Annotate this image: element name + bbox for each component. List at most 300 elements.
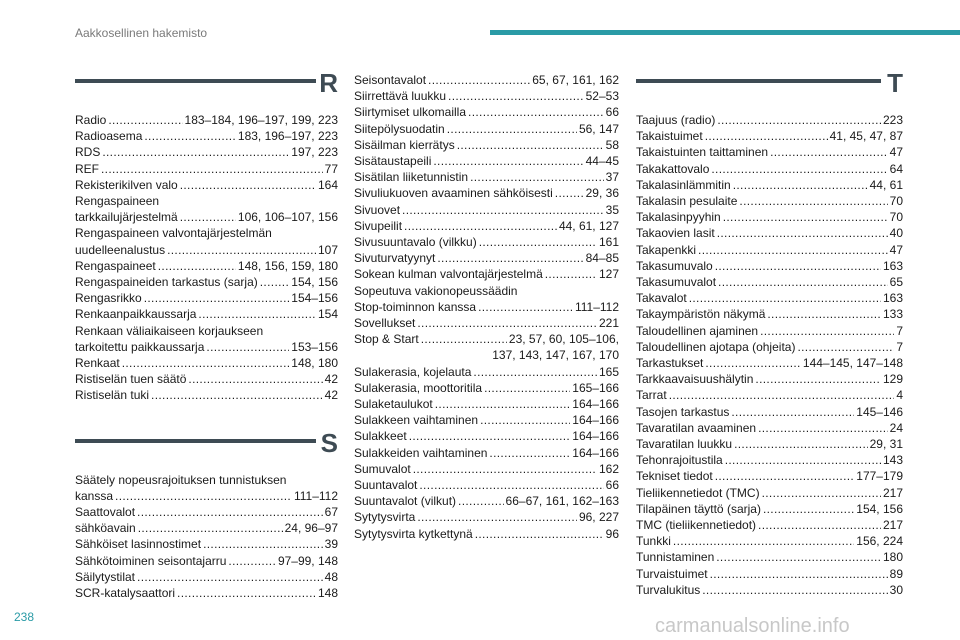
entry-pages: 41, 45, 47, 87 (829, 129, 903, 144)
entry-pages: 44–45 (585, 154, 619, 169)
section-r (75, 68, 338, 404)
entry-row (75, 258, 338, 274)
entry-text: Turvalukitus (636, 582, 701, 597)
index-entry (636, 387, 903, 403)
entry-row (636, 371, 903, 387)
entry-text: Tarkastukset (636, 356, 704, 371)
entry-text-line: Säätely nopeusrajoituksen tunnistuksen (75, 472, 287, 487)
entry-row (75, 355, 338, 371)
entry-row (75, 553, 338, 569)
dot-leader (702, 582, 887, 598)
entry-row (354, 364, 619, 380)
entry-text: Taloudellinen ajotapa (ohjeita) (636, 339, 796, 354)
entry-row (354, 121, 619, 137)
section-letter: T (887, 68, 903, 98)
index-entry (354, 104, 619, 120)
dot-leader (448, 88, 584, 104)
index-entry (75, 553, 338, 569)
entry-row (354, 509, 619, 525)
entry-row (75, 290, 338, 306)
entry-text: Sulakerasia, kojelauta (354, 364, 472, 379)
index-entry (354, 218, 619, 234)
entry-pages: 164 (317, 177, 338, 192)
entry-pages: 111–112 (574, 299, 619, 314)
dot-leader (433, 153, 583, 169)
index-entry (354, 185, 619, 201)
entry-pages: 163 (882, 291, 903, 306)
index-entry (636, 371, 903, 387)
entry-text: Ristiselän tuki (75, 388, 150, 403)
entry-pages: 30 (889, 582, 903, 597)
entry-row (636, 533, 903, 549)
dot-leader (711, 161, 887, 177)
entry-pages: 156, 224 (856, 534, 903, 549)
entry-row (75, 274, 338, 290)
index-entry (75, 472, 338, 504)
index-entry (354, 526, 619, 542)
section-header (636, 68, 903, 102)
index-entry (636, 436, 903, 452)
entry-text: Turvaistuimet (636, 566, 708, 581)
entry-text: Sovellukset (354, 316, 416, 331)
entry-text: Sulakkeiden vaihtaminen (354, 445, 488, 460)
dot-leader (758, 420, 888, 436)
index-entry (75, 306, 338, 322)
entry-row (75, 585, 338, 601)
dot-leader (260, 274, 290, 290)
entry-text-line: Renkaan väliaikaiseen korjaukseen (75, 323, 264, 338)
dot-leader (206, 339, 289, 355)
entry-pages: 183–184, 196–197, 199, 223 (184, 113, 338, 127)
entry-text: kanssa (75, 488, 114, 503)
index-entry (75, 112, 338, 128)
entry-text: Taloudellinen ajaminen (636, 323, 759, 338)
entry-row (354, 299, 619, 315)
dot-leader (167, 242, 316, 258)
entry-row (636, 112, 903, 128)
index-entry (354, 331, 619, 363)
index-entry (636, 306, 903, 322)
entry-row (636, 306, 903, 322)
index-entry (75, 323, 338, 355)
entry-text: Takasumuvalo (636, 258, 713, 273)
entry-text: Säilytystilat (75, 569, 136, 584)
entry-pages: 96, 227 (578, 510, 619, 525)
entry-pages: 24 (889, 420, 903, 435)
entry-text: Suuntavalot (vilkut) (354, 494, 457, 509)
entry-row (636, 274, 903, 290)
entry-row (354, 218, 619, 234)
dot-leader (673, 533, 854, 549)
entry-pages: 89 (889, 566, 903, 581)
entry-pages: 97–99, 148 (277, 553, 338, 568)
dot-leader (470, 169, 604, 185)
dot-leader (489, 445, 570, 461)
index-entry (636, 112, 903, 128)
entry-pages: 197, 223 (291, 145, 338, 160)
dot-leader (122, 355, 290, 371)
index-entry (636, 517, 903, 533)
entry-row (75, 144, 338, 160)
entry-pages: 35 (605, 202, 619, 217)
entry-row (636, 404, 903, 420)
index-entry (75, 569, 338, 585)
entry-text: Takapenkki (636, 242, 697, 257)
index-entry (75, 585, 338, 601)
entry-pages: 145–146 (856, 404, 903, 419)
entry-row (75, 128, 338, 144)
section-s-continued (354, 72, 619, 542)
entry-row (636, 566, 903, 582)
entry-row (75, 161, 338, 177)
entry-pages: 148, 180 (291, 356, 338, 371)
header-accent-bar (490, 30, 960, 35)
entry-text: Rengaspaineiden tarkastus (sarja) (75, 275, 258, 290)
dot-leader (180, 209, 236, 225)
entry-row (75, 387, 338, 403)
entry-row (354, 526, 619, 542)
entry-pages: 148 (317, 586, 338, 601)
dot-leader (731, 404, 854, 420)
entry-row (354, 428, 619, 444)
entry-pages: 161 (598, 235, 619, 250)
entry-pages: 165 (598, 364, 619, 379)
entry-text: Sähköiset lasinnostimet (75, 537, 202, 552)
dot-leader (115, 488, 292, 504)
index-entry (75, 290, 338, 306)
entry-pages: 77 (324, 161, 338, 176)
entry-row (354, 169, 619, 185)
entry-pages: 23, 57, 60, 105–106, (508, 332, 619, 347)
entry-text: Tarrat (636, 388, 667, 403)
dot-leader (137, 569, 323, 585)
index-entry (75, 144, 338, 160)
entry-pages: 111–112 (293, 488, 338, 503)
entry-pages: 84–85 (585, 251, 619, 266)
index-entry (354, 250, 619, 266)
entry-pages: 153–156 (291, 339, 338, 354)
entry-pages: 164–166 (572, 413, 619, 428)
entry-pages: 29, 36 (585, 186, 619, 201)
entry-text: Sytytysvirta (354, 510, 416, 525)
entry-text: tarkoitettu paikkaussarja (75, 339, 205, 354)
section-rule (636, 79, 881, 83)
entry-row (354, 266, 619, 282)
entry-text: Stop-toiminnon kanssa (354, 299, 477, 314)
index-entry (636, 258, 903, 274)
entry-text: TMC (tieliikennetiedot) (636, 518, 757, 533)
entry-row (636, 355, 903, 371)
dot-leader (710, 566, 888, 582)
index-entry (636, 582, 903, 598)
dot-leader (203, 536, 323, 552)
index-entry (75, 274, 338, 290)
entry-row (354, 493, 619, 509)
entry-row (354, 315, 619, 331)
index-entry (75, 387, 338, 403)
entry-text: Sokean kulman valvontajärjestelmä (354, 267, 543, 282)
entry-text: Sulakerasia, moottoritila (354, 380, 483, 395)
index-entry (75, 225, 338, 257)
dot-leader (198, 306, 316, 322)
index-entry (636, 225, 903, 241)
entry-text: Takalasinpyyhin (636, 210, 721, 225)
entry-pages: 44, 61, 127 (558, 218, 619, 233)
dot-leader (177, 585, 316, 601)
dot-leader (762, 485, 881, 501)
dot-leader (718, 274, 888, 290)
index-entry (636, 177, 903, 193)
dot-leader (458, 493, 504, 509)
entry-pages: 70 (889, 210, 903, 225)
entry-pages: 154, 156 (856, 501, 903, 516)
entry-pages: 56, 147 (578, 121, 619, 136)
section-header (75, 68, 338, 102)
index-entry (636, 290, 903, 306)
entry-text: Renkaat (75, 356, 120, 371)
entry-text: Tilapäinen täyttö (sarja) (636, 501, 761, 516)
entry-pages: 70 (889, 194, 903, 209)
index-entry (636, 274, 903, 290)
entry-pages: 164–166 (572, 397, 619, 412)
index-entry (354, 234, 619, 250)
entry-row (636, 501, 903, 517)
index-entry (636, 242, 903, 258)
dot-leader (733, 177, 868, 193)
dot-leader (151, 387, 323, 403)
dot-leader (435, 396, 571, 412)
index-entry (636, 355, 903, 371)
entry-row (75, 569, 338, 585)
entry-pages: 7 (896, 339, 903, 354)
entry-text: Tarkkaavaisuushälytin (636, 372, 754, 387)
dot-leader (473, 364, 597, 380)
entry-row (636, 387, 903, 403)
entry-pages: 177–179 (856, 469, 903, 484)
entry-text: Takaistuinten taittaminen (636, 145, 769, 160)
entry-text: Sivuliukuoven avaaminen sähköisesti (354, 186, 553, 201)
entry-row (636, 128, 903, 144)
index-entry (636, 566, 903, 582)
entry-text: Siirtymiset ulkomailla (354, 105, 467, 120)
index-entry (75, 520, 338, 536)
index-entry (636, 420, 903, 436)
index-entry (354, 266, 619, 282)
entry-text: Rengaspaineet (75, 258, 156, 273)
dot-leader (102, 144, 289, 160)
entry-pages: 7 (896, 323, 903, 338)
entry-pages: 65 (889, 275, 903, 290)
dot-leader (758, 517, 881, 533)
entry-row (636, 323, 903, 339)
entry-text: Takaistuimet (636, 129, 703, 144)
entry-pages: 24, 96–97 (284, 521, 338, 536)
index-entry (636, 485, 903, 501)
entry-text: Sisäilman kierrätys (354, 137, 455, 152)
entry-pages: 47 (889, 242, 903, 257)
entry-row (636, 258, 903, 274)
entry-text: Tieliikennetiedot (TMC) (636, 485, 760, 500)
entry-row (636, 485, 903, 501)
entry-text: Stop & Start (354, 332, 419, 347)
dot-leader (480, 412, 570, 428)
index-entry (354, 445, 619, 461)
index-entry (354, 493, 619, 509)
entry-text: Takakattovalo (636, 161, 710, 176)
index-entry (354, 202, 619, 218)
entry-pages: 39 (324, 537, 338, 552)
index-entry (75, 371, 338, 387)
page-number: 238 (14, 610, 35, 624)
dot-leader (421, 331, 507, 347)
index-entry (636, 161, 903, 177)
entry-text: Sisätaustapeili (354, 154, 432, 169)
index-entry (75, 161, 338, 177)
entry-text: Tunkki (636, 534, 671, 549)
index-entry (354, 283, 619, 315)
entry-row (354, 445, 619, 461)
entry-pages: 162 (598, 461, 619, 476)
index-entry (75, 193, 338, 225)
dot-leader (144, 290, 290, 306)
index-entry (354, 380, 619, 396)
entry-text: Suuntavalot (354, 478, 418, 493)
entry-row (636, 339, 903, 355)
entry-pages: 165–166 (572, 380, 619, 395)
dot-leader (413, 461, 597, 477)
entry-text: tarkkailujärjestelmä (75, 210, 178, 225)
index-entry (75, 355, 338, 371)
entry-text: Radioasema (75, 129, 143, 144)
entry-text: Sulakkeen vaihtaminen (354, 413, 479, 428)
entry-pages: 133 (882, 307, 903, 322)
index-entry (636, 128, 903, 144)
index-entry (636, 549, 903, 565)
section-letter: R (319, 68, 338, 98)
index-entry (636, 501, 903, 517)
dot-leader (447, 121, 577, 137)
entry-text: Sivuovet (354, 202, 401, 217)
entry-row (354, 461, 619, 477)
entry-row (354, 412, 619, 428)
entry-pages: 66–67, 161, 162–163 (505, 494, 619, 509)
entry-pages: 42 (324, 372, 338, 387)
dot-leader (108, 112, 182, 128)
entry-row (354, 72, 619, 88)
index-entry (636, 452, 903, 468)
entry-row (636, 517, 903, 533)
entry-text: sähköavain (75, 521, 136, 536)
entry-text: Takasumuvalot (636, 275, 717, 290)
section-header (75, 427, 338, 462)
entry-text: Tavaratilan avaaminen (636, 420, 757, 435)
index-entry (354, 88, 619, 104)
entry-pages: 143 (882, 453, 903, 468)
entry-pages: 221 (598, 316, 619, 331)
entry-pages: 44, 61 (869, 177, 903, 192)
entry-pages: 66 (605, 478, 619, 493)
entry-text: Sähkötoiminen seisontajarru (75, 553, 227, 568)
entry-pages: 154 (317, 307, 338, 322)
index-entry (354, 364, 619, 380)
index-entry (636, 193, 903, 209)
entry-row (636, 242, 903, 258)
entry-text-line: Sopeutuva vakionopeussäädin (354, 283, 518, 298)
section-rule (75, 439, 316, 443)
dot-leader (180, 177, 316, 193)
entry-pages: 47 (889, 145, 903, 160)
entry-pages: 42 (324, 388, 338, 403)
entry-text: Takaympäristön näkymä (636, 307, 766, 322)
entry-pages: 58 (605, 137, 619, 152)
dot-leader (409, 428, 571, 444)
entry-row (636, 209, 903, 225)
index-entry (75, 128, 338, 144)
entry-pages: 67 (324, 505, 338, 520)
dot-leader (763, 501, 854, 517)
entry-pages: 223 (882, 113, 903, 127)
entry-row (354, 380, 619, 396)
entry-text: Tavaratilan luukku (636, 437, 733, 452)
entry-text: Sulakkeet (354, 429, 407, 444)
entry-text: Takavalot (636, 291, 687, 306)
index-entry (636, 533, 903, 549)
entry-row (354, 153, 619, 169)
entry-text: uudelleenalustus (75, 242, 166, 257)
entry-row (636, 549, 903, 565)
entry-text: Ristiselän tuen säätö (75, 372, 187, 387)
dot-leader (717, 225, 888, 241)
dot-leader (437, 250, 583, 266)
entry-row (354, 137, 619, 153)
entry-text: Sisätilan liiketunnistin (354, 170, 469, 185)
entry-row (75, 209, 338, 225)
dot-leader (739, 193, 887, 209)
column-middle (354, 72, 619, 570)
dot-leader (698, 242, 888, 258)
entry-pages: 106, 106–107, 156 (237, 210, 338, 225)
dot-leader (138, 520, 283, 536)
entry-text: Sivuturvatyynyt (354, 251, 436, 266)
entry-text: Takalasinlämmitin (636, 177, 731, 192)
entry-row (636, 290, 903, 306)
index-entry (75, 177, 338, 193)
dot-leader (468, 104, 604, 120)
index-entry (75, 504, 338, 520)
dot-leader (158, 258, 236, 274)
entry-row (636, 468, 903, 484)
entry-text: Takalasin pesulaite (636, 194, 738, 209)
index-entry (636, 404, 903, 420)
dot-leader (228, 553, 276, 569)
index-entry (354, 428, 619, 444)
dot-leader (484, 380, 570, 396)
dot-leader (137, 504, 323, 520)
section-t (636, 68, 903, 598)
entry-text: SCR-katalysaattori (75, 586, 176, 601)
entry-text: Takaovien lasit (636, 226, 715, 241)
index-entry (636, 339, 903, 355)
entry-pages: 52–53 (585, 89, 619, 104)
entry-pages: 29, 31 (869, 437, 903, 452)
dot-leader (734, 436, 868, 452)
entry-row (354, 250, 619, 266)
index-entry (636, 209, 903, 225)
index-entry (636, 468, 903, 484)
entry-row (636, 582, 903, 598)
entry-pages: 64 (889, 161, 903, 176)
entry-text: Rekisterikilven valo (75, 177, 178, 192)
